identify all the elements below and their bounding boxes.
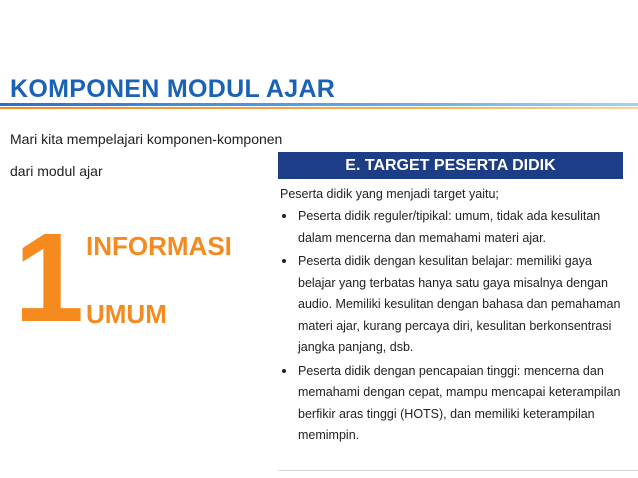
section-title-line-2: UMUM bbox=[86, 299, 167, 329]
content-panel bbox=[280, 184, 626, 447]
bullet-dot-icon bbox=[282, 214, 286, 218]
bullet-dot-icon bbox=[282, 369, 286, 373]
title-underline-orange bbox=[0, 107, 638, 109]
section-title-line-1: INFORMASI bbox=[86, 231, 232, 261]
intro-line: Mari kita mempelajari komponen-komponen bbox=[10, 131, 283, 147]
bullet-dot-icon bbox=[282, 259, 286, 263]
title-underline-blue bbox=[0, 103, 638, 106]
section-number: 1 bbox=[14, 207, 85, 348]
list-item bbox=[280, 206, 626, 249]
list-item bbox=[280, 361, 626, 447]
list-item-text: Peserta didik dengan kesulitan belajar: memiliki gaya belajar yang terbatas hanya satu gaya misalnya dengan audio. Memiliki kesulitan dengan bahasa dan pemahaman materi ajar, kurang percaya diri, kesulitan berkonsentrasi jangka panjang, dsb. bbox=[298, 254, 621, 354]
list-item bbox=[280, 251, 626, 359]
content-intro: Peserta didik yang menjadi target yaitu; bbox=[280, 187, 499, 201]
list-item-text: Peserta didik reguler/tipikal: umum, tidak ada kesulitan dalam mencerna dan memahami materi ajar. bbox=[298, 209, 601, 245]
list-item-text: Peserta didik dengan pencapaian tinggi: mencerna dan memahami dengan cepat, mampu mencapai keterampilan berfikir aras tinggi (HOTS), dan memiliki keterampilan memimpin. bbox=[298, 363, 621, 442]
slide-title: KOMPONEN MODUL AJAR bbox=[10, 75, 336, 103]
footer-divider bbox=[278, 470, 638, 471]
target-list bbox=[280, 206, 626, 447]
content-header: E. TARGET PESERTA DIDIK bbox=[278, 152, 623, 179]
intro-line: dari modul ajar bbox=[10, 163, 103, 179]
